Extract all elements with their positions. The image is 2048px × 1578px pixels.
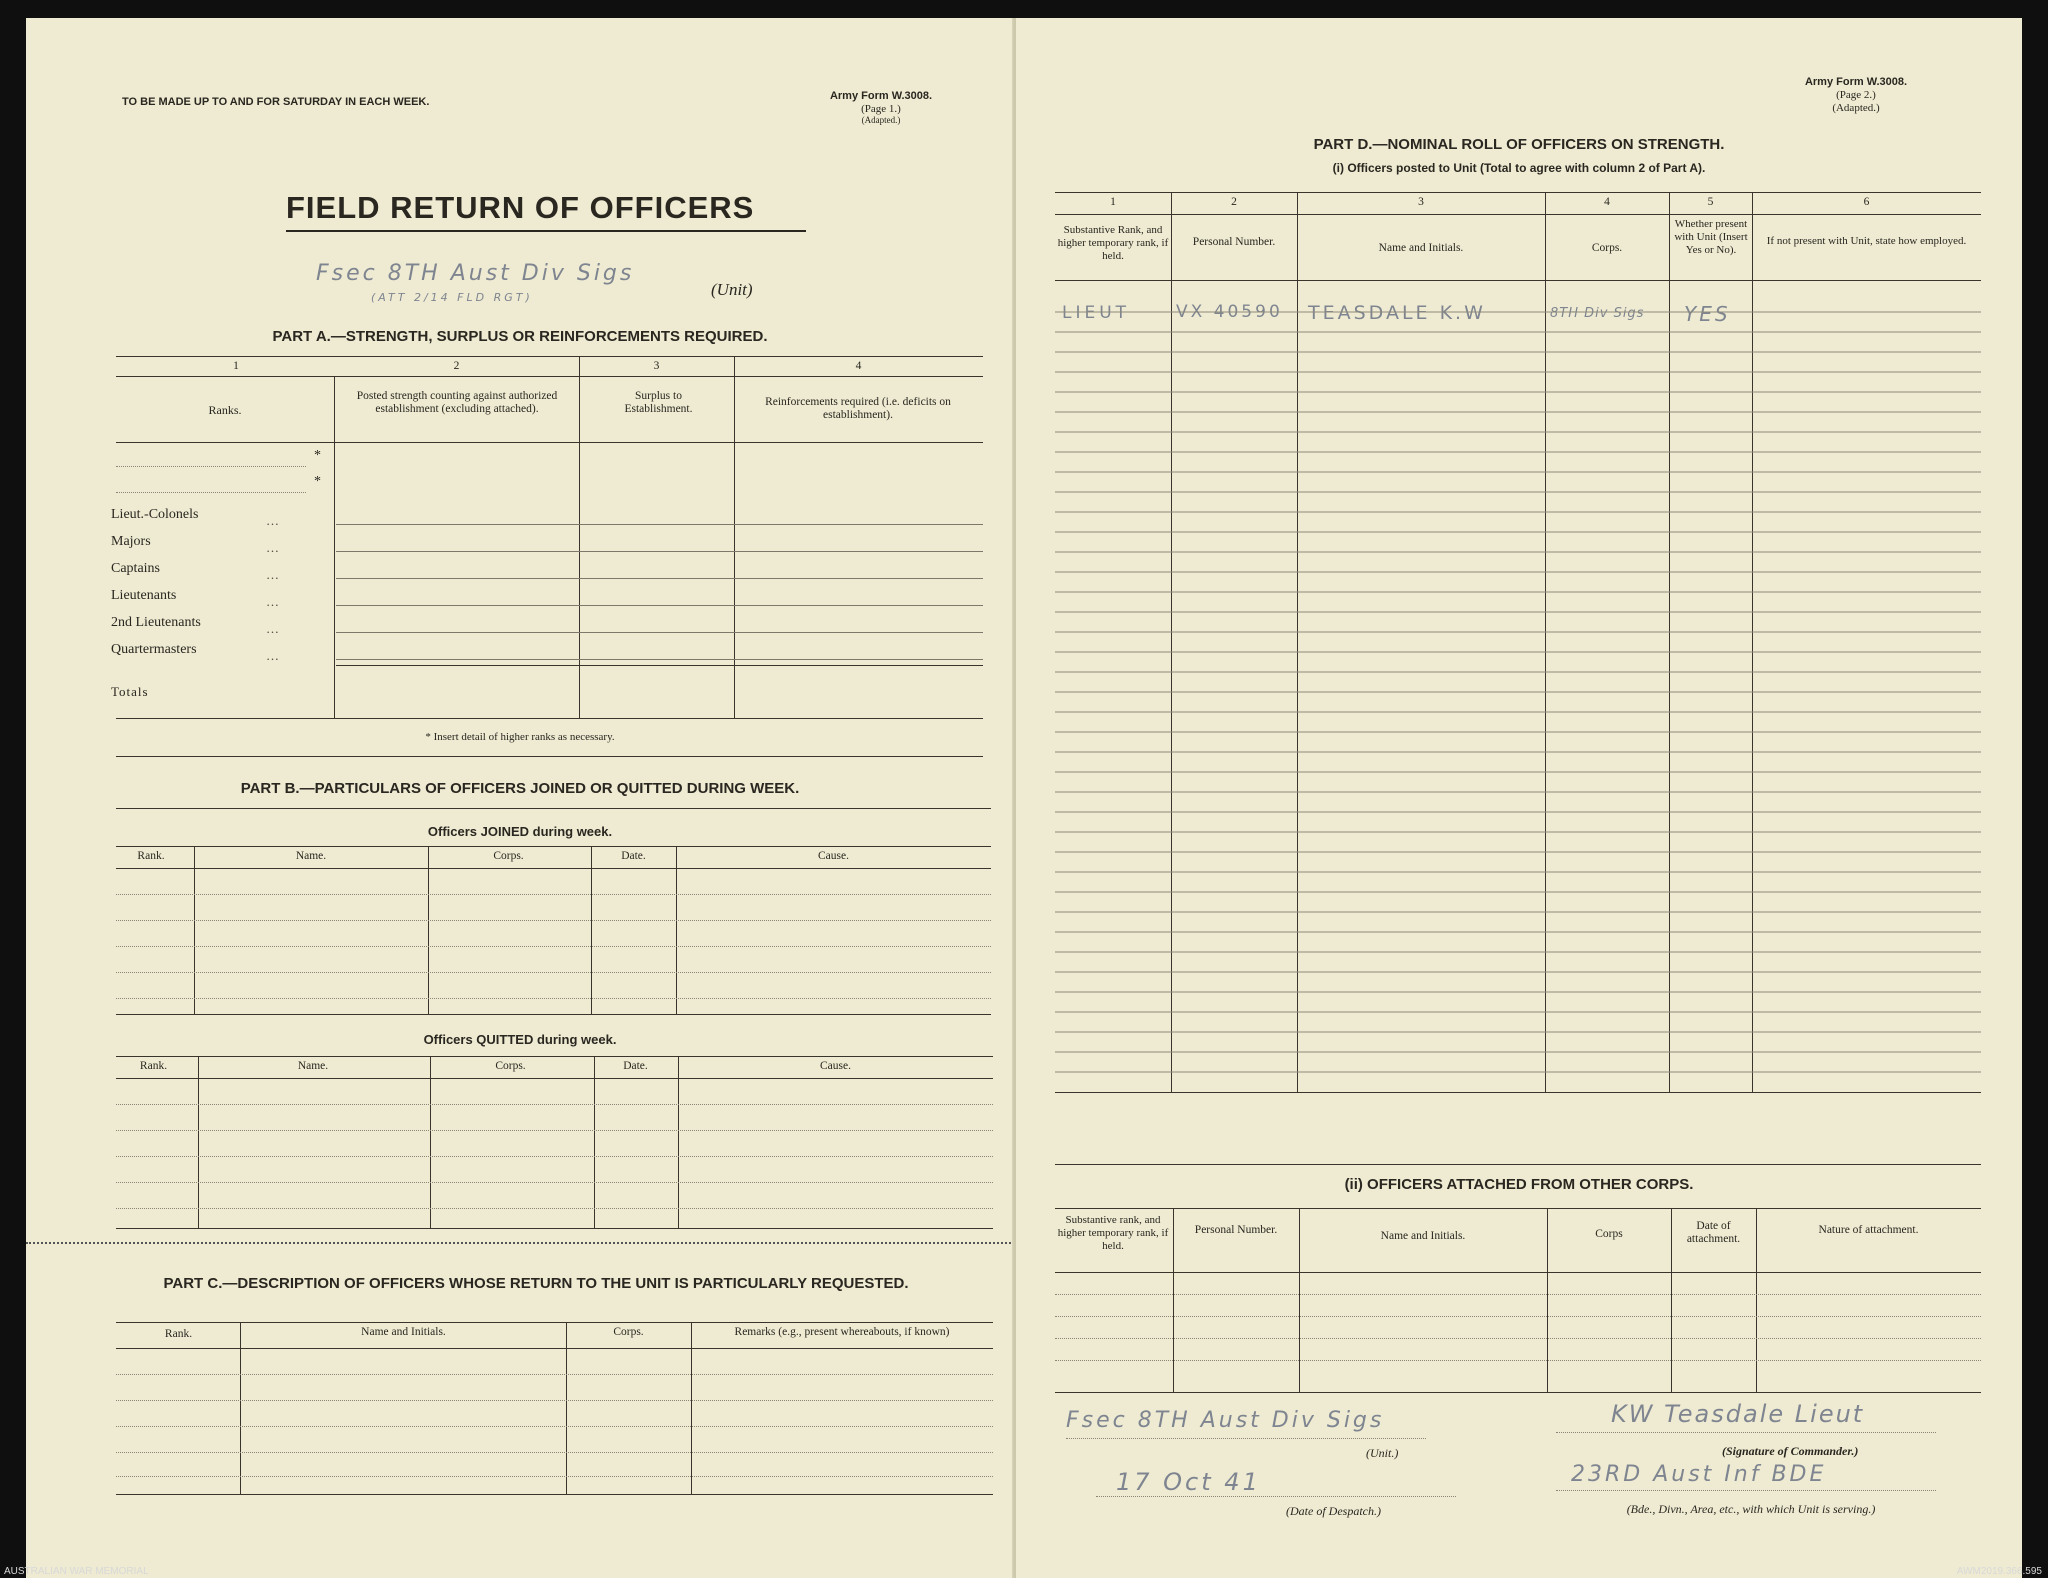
footer-accession: AWM2019.366.595	[1956, 1566, 2042, 1577]
part-d-row-lines	[1055, 280, 1981, 1140]
part-d-header-present: Whether present with Unit (Insert Yes or No).	[1674, 218, 1748, 256]
tear-line	[26, 1242, 1014, 1244]
part-a-header-ranks: Ranks.	[208, 403, 242, 417]
rank-quartermasters: Quartermasters	[111, 642, 197, 657]
part-a-heading: PART A.—STRENGTH, SURPLUS OR REINFORCEMENTS REQUIRED.	[272, 328, 768, 345]
part-c-col-name: Name and Initials.	[361, 1326, 446, 1338]
right-page	[1016, 18, 2022, 1578]
page-title: FIELD RETURN OF OFFICERS	[286, 190, 755, 225]
part-d-col-1: 1	[1110, 196, 1116, 208]
quitted-col-date: Date.	[623, 1060, 648, 1072]
entry-name: TEASDALE K.W	[1308, 302, 1486, 324]
joined-col-rank: Rank.	[137, 850, 165, 862]
part-a-col-1: 1	[233, 360, 239, 372]
rank-captains: Captains	[111, 561, 160, 576]
signoff-bde-handwritten: 23RD Aust Inf BDE	[1571, 1462, 1827, 1487]
part-a-col-4: 4	[855, 360, 862, 372]
part-d-header-employed: If not present with Unit, state how employed.	[1766, 235, 1967, 247]
part-c-col-corps: Corps.	[613, 1326, 644, 1338]
part-d-header-name: Name and Initials.	[1378, 242, 1464, 254]
part-a-header-surplus: Surplus to Establishment.	[624, 390, 693, 415]
signoff-unit-label: (Unit.)	[1366, 1446, 1399, 1460]
rank-majors: Majors	[111, 534, 151, 549]
part-a-col-3: 3	[653, 360, 660, 372]
signoff-date-handwritten: 17 Oct 41	[1116, 1468, 1261, 1496]
quitted-col-cause: Cause.	[820, 1060, 851, 1072]
part-a-header-posted: Posted strength counting against authorized establishment (excluding attached).	[356, 390, 558, 415]
part-d-heading: PART D.—NOMINAL ROLL OF OFFICERS ON STRENGTH.	[1313, 136, 1725, 153]
form-page-2: (Page 2.)	[1836, 89, 1876, 101]
part-c-heading: PART C.—DESCRIPTION OF OFFICERS WHOSE RETURN TO THE UNIT IS PARTICULARLY REQUESTED.	[163, 1275, 909, 1292]
part-d-col-3: 3	[1418, 196, 1424, 208]
form-adapted: (Adapted.)	[861, 115, 901, 125]
part-a-header-reinforcements: Reinforcements required (i.e. deficits on establishment).	[765, 396, 951, 421]
joined-col-corps: Corps.	[493, 850, 524, 862]
part-d-header-rank: Substantive Rank, and higher temporary rank, if held.	[1057, 224, 1169, 262]
part-d-subheading: (i) Officers posted to Unit (Total to agree with column 2 of Part A).	[1332, 161, 1706, 175]
signoff-signature-label: (Signature of Commander.)	[1722, 1444, 1859, 1458]
form-page: (Page 1.)	[861, 103, 901, 115]
part-d-col-5: 5	[1707, 196, 1714, 208]
part-a-note: * Insert detail of higher ranks as necessary.	[425, 731, 615, 743]
rank-2nd-lieutenants: 2nd Lieutenants	[111, 615, 201, 630]
form-adapted-2: (Adapted.)	[1832, 102, 1880, 114]
quitted-col-name: Name.	[297, 1060, 329, 1072]
joined-col-date: Date.	[621, 850, 646, 862]
rank-lieutenants: Lieutenants	[111, 588, 177, 603]
part-d-ii-header-corps: Corps	[1595, 1228, 1623, 1240]
unit-handwritten-sub: (ATT 2/14 FLD RGT)	[371, 291, 533, 304]
entry-rank: LIEUT	[1062, 303, 1131, 323]
part-d-ii-header-date: Date of attachment.	[1686, 1220, 1741, 1245]
part-c-col-remarks: Remarks (e.g., present whereabouts, if known)	[734, 1326, 950, 1338]
title-underline	[286, 230, 806, 232]
quitted-col-rank: Rank.	[139, 1060, 168, 1072]
part-d-header-corps: Corps.	[1591, 242, 1623, 254]
entry-corps: 8TH Div Sigs	[1550, 306, 1645, 321]
rank-lieut-colonels: Lieut.-Colonels	[111, 507, 199, 522]
part-d-ii-header-nature: Nature of attachment.	[1818, 1224, 1919, 1236]
totals-label: Totals	[111, 684, 149, 699]
quitted-col-corps: Corps.	[495, 1060, 526, 1072]
signoff-date-label: (Date of Despatch.)	[1286, 1504, 1381, 1518]
form-number: Army Form W.3008.	[829, 90, 933, 102]
unit-label: (Unit)	[711, 280, 753, 299]
joined-col-cause: Cause.	[818, 850, 849, 862]
top-note: TO BE MADE UP TO AND FOR SATURDAY IN EACH WEEK.	[122, 96, 430, 108]
left-page: TO BE MADE UP TO AND FOR SATURDAY IN EACH WEEK. Army Form W.3008. (Page 1.) (Adapted.) FIELD RETURN OF OFFICERS Fsec 8TH Aust Div Sigs (ATT 2/14 FLD RGT) (Unit) PART A.—STRENGTH, SURPLUS OR REINFORCEMENTS REQUIRED. 1 2 3 4 Ranks. Posted strength counting against authorized establishment (excluding attached). Surplus to Establishment. Reinforcements required (i.e. deficits on establishment). * * Lieut.-Colonels Majors Captains Lieutenants 2nd Lieutenants Quartermasters … … … … … … Totals * Insert detail of higher ranks as necessary. PART B.—PARTICULARS OF OFFICERS JOINED OR QUITTED DURING WEEK. Officers JOINED during week. Rank. Name. Corps. Date. Cause. Officers QUITTED during week. Rank. Name. Corps. Date. Cause. PART C.—DESCRIPTION OF OFFICERS WHOSE RETURN TO THE UNIT IS PARTICULARLY REQUESTED. Rank. Name and Initials. Corps. Remarks (e.g., present whereabouts, if known)	[26, 18, 1014, 1578]
part-d-ii-header-name: Name and Initials.	[1380, 1230, 1466, 1242]
part-d-col-6: 6	[1863, 196, 1870, 208]
signoff-unit-handwritten: Fsec 8TH Aust Div Sigs	[1066, 1408, 1385, 1433]
unit-handwritten: Fsec 8TH Aust Div Sigs	[316, 261, 635, 286]
part-d-col-4: 4	[1604, 196, 1610, 208]
part-d-ii-header-number: Personal Number.	[1194, 1224, 1278, 1236]
asterisk-1: *	[314, 448, 321, 463]
part-d-ii-header-rank: Substantive rank, and higher temporary rank, if held.	[1057, 1214, 1169, 1252]
part-b-heading: PART B.—PARTICULARS OF OFFICERS JOINED OR QUITTED DURING WEEK.	[240, 780, 800, 797]
part-d-col-2: 2	[1231, 196, 1237, 208]
entry-number: VX 40590	[1176, 302, 1283, 322]
quitted-heading: Officers QUITTED during week.	[423, 1032, 617, 1047]
part-d-ii-heading: (ii) OFFICERS ATTACHED FROM OTHER CORPS.	[1344, 1176, 1694, 1193]
form-number-2: Army Form W.3008.	[1804, 76, 1908, 88]
signoff-signature: KW Teasdale Lieut	[1611, 1400, 1865, 1428]
joined-heading: Officers JOINED during week.	[427, 824, 613, 839]
joined-col-name: Name.	[295, 850, 327, 862]
part-a-col-2: 2	[453, 360, 460, 372]
part-d-header-number: Personal Number.	[1192, 236, 1276, 248]
signoff-bde-label: (Bde., Divn., Area, etc., with which Unit is serving.)	[1626, 1502, 1876, 1516]
footer-credit: AUSTRALIAN WAR MEMORIAL	[4, 1566, 149, 1577]
entry-present: YES	[1684, 302, 1731, 326]
asterisk-2: *	[314, 474, 321, 489]
part-c-col-rank: Rank.	[164, 1328, 193, 1340]
